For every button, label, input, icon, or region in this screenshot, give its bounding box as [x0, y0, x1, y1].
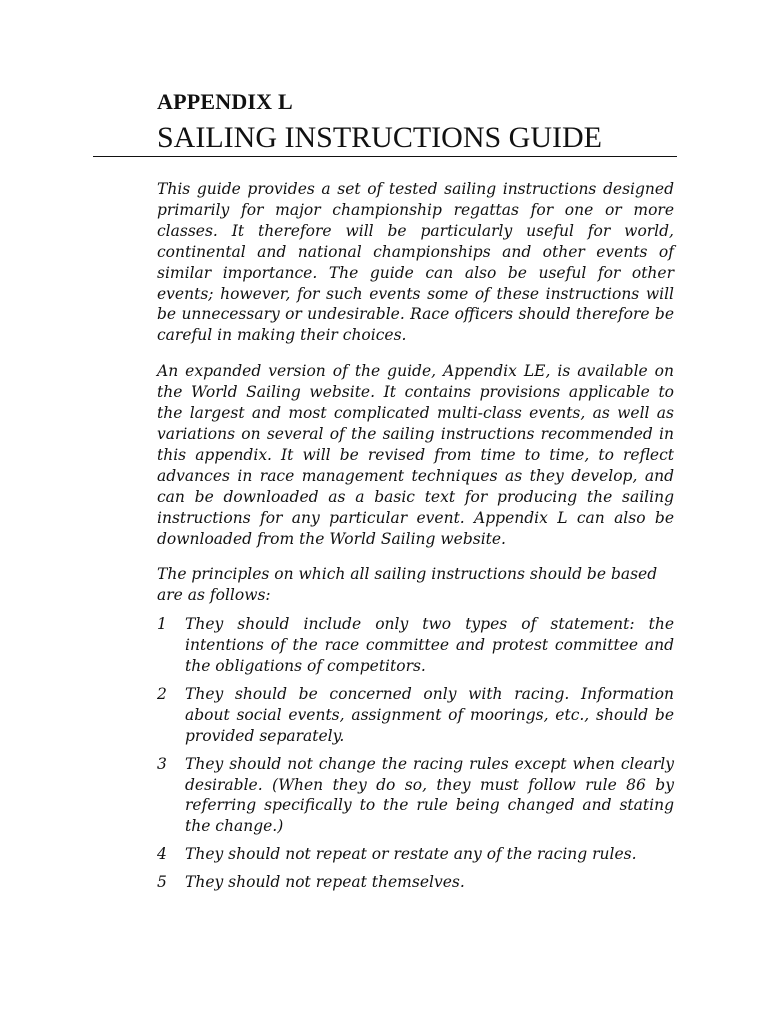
page-title: SAILING INSTRUCTIONS GUIDE — [157, 121, 602, 154]
principle-text: They should be concerned only with racing. Information about social events, assignment of moorings, etc., should be provided separately. — [185, 684, 674, 745]
body-text — [157, 179, 674, 900]
principle-number: 4 — [157, 845, 167, 864]
principle-number: 1 — [157, 615, 167, 634]
intro-paragraph: This guide provides a set of tested sailing instructions designed primarily for major championship regattas for one or more classes. It therefore will be particularly useful for world, continental and national championships and other events of similar importance. The guide can also be useful for other events; however, for such events some of these instructions will be unnecessary or undesirable. Race officers should therefore be careful in making their choices. — [157, 180, 674, 345]
principles-intro-paragraph: The principles on which all sailing instructions should be based are as follows: — [157, 565, 658, 605]
principle-item — [157, 684, 674, 747]
principle-item — [157, 754, 674, 838]
principle-number: 5 — [157, 873, 167, 892]
principle-text: They should not change the racing rules except when clearly desirable. (When they do so, they must follow rule 86 by referring specifically to the rule being changed and stating the change.) — [185, 754, 674, 836]
principle-item — [157, 614, 674, 677]
principles-list — [157, 614, 674, 893]
appendix-label: APPENDIX L — [157, 89, 293, 114]
principle-text: They should include only two types of statement: the intentions of the race committee and protest committee and the obligations of competitors. — [185, 615, 674, 676]
principle-number: 3 — [157, 754, 167, 773]
expanded-guide-paragraph: An expanded version of the guide, Appendix LE, is available on the World Sailing website. It contains provisions applicable to the largest and most complicated multi-class events, as well as variations on several of the sailing instructions recommended in this appendix. It will be revised from time to time, to reflect advances in race management techniques as they develop, and can be downloaded as a basic text for producing the sailing instructions for any particular event. Appendix L can also be downloaded from the World Sailing website. — [157, 362, 674, 548]
principle-number: 2 — [157, 684, 167, 703]
principle-text: They should not repeat or restate any of the racing rules. — [185, 845, 637, 864]
principle-item — [157, 872, 674, 893]
principle-text: They should not repeat themselves. — [185, 873, 465, 892]
title-rule — [93, 156, 677, 157]
principle-item — [157, 844, 674, 865]
